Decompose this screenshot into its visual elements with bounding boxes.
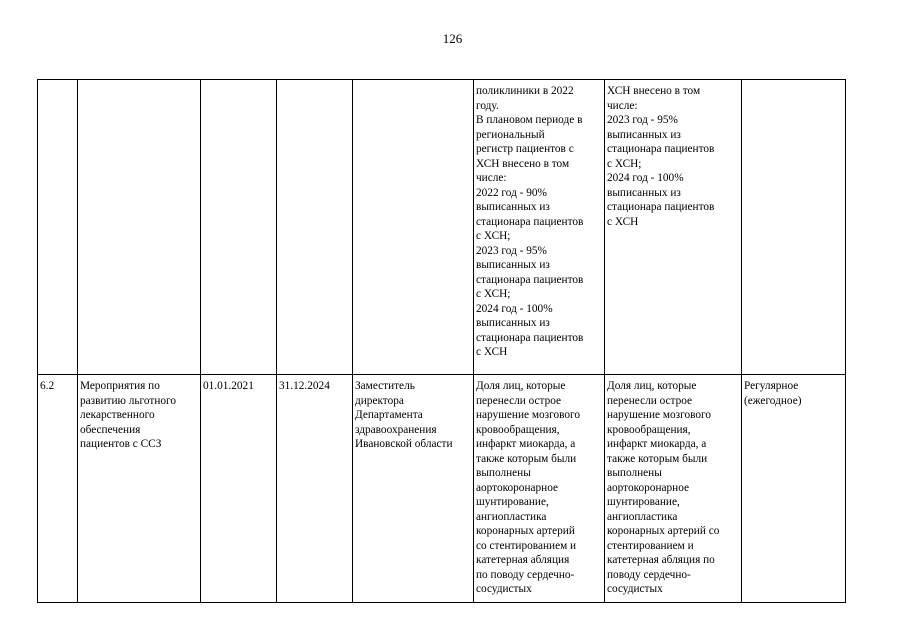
page-number: 126 — [442, 31, 463, 46]
cell-result: Доля лиц, которые перенесли острое нарушение мозгового кровообращения, инфаркт миокарда, а также которым были выполнены аортокоронарное шунтирование, ангиопластика коронарных артерий со стентированием и катетерная абляция по поводу сердечно- сосудистых — [605, 375, 742, 603]
cell-measure — [78, 80, 201, 375]
cell-frequency: Регулярное (ежегодное) — [742, 375, 846, 603]
cell-frequency — [742, 80, 846, 375]
cell-start-date — [201, 80, 277, 375]
cell-number — [38, 80, 78, 375]
cell-measure: Мероприятия по развитию льготного лекарственного обеспечения пациентов с ССЗ — [78, 375, 201, 603]
cell-responsible — [353, 80, 474, 375]
cell-responsible: Заместитель директора Департамента здравоохранения Ивановской области — [353, 375, 474, 603]
cell-indicator: поликлиники в 2022 году. В плановом периоде в региональный регистр пациентов с ХСН внесено в том числе: 2022 год - 90% выписанных из стационара пациентов с ХСН; 2023 год - 95% выписанных из стационара пациентов с ХСН; 2024 год - 100% выписанных из стационара пациентов с ХСН — [474, 80, 605, 375]
measures-table — [37, 79, 846, 603]
cell-start-date: 01.01.2021 — [201, 375, 277, 603]
table-row — [38, 80, 846, 375]
cell-end-date — [277, 80, 353, 375]
cell-result: ХСН внесено в том числе: 2023 год - 95% выписанных из стационара пациентов с ХСН; 2024 год - 100% выписанных из стационара пациентов с ХСН — [605, 80, 742, 375]
table-row — [38, 375, 846, 603]
cell-number: 6.2 — [38, 375, 78, 603]
cell-end-date: 31.12.2024 — [277, 375, 353, 603]
cell-indicator: Доля лиц, которые перенесли острое нарушение мозгового кровообращения, инфаркт миокарда, а также которым были выполнены аортокоронарное шунтирование, ангиопластика коронарных артерий со стентированием и катетерная абляция по поводу сердечно- сосудистых — [474, 375, 605, 603]
